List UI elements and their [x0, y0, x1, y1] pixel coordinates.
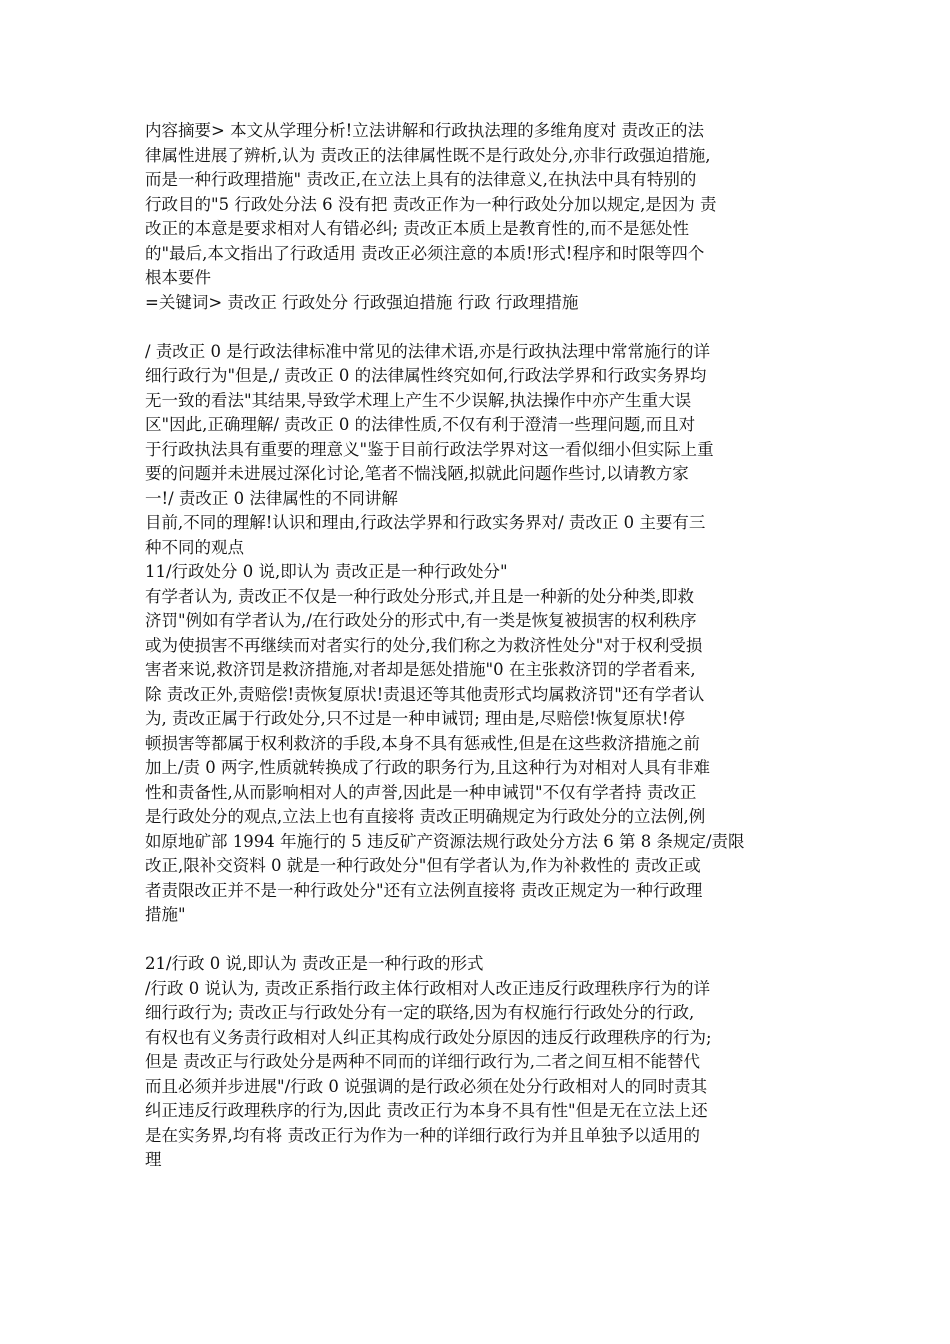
view2-heading: 21/行政 0 说,即认为 责改正是一种行政的形式: [145, 954, 484, 973]
document-page: [145, 119, 820, 1173]
views-intro-paragraph: 目前,不同的理解!认识和理由,行政法学界和行政实务界对/ 责改正 0 主要有三 种不同的观点: [145, 513, 706, 557]
blank-line: [145, 928, 820, 953]
keywords-line: =关键词> 责改正 行政处分 行政强迫措施 行政 行政理措施: [145, 292, 579, 312]
intro-paragraph: / 责改正 0 是行政法律标准中常见的法律术语,亦是行政执法理中常常施行的详 细行政行为"但是,/ 责改正 0 的法律属性终究如何,行政法学界和行政实务界均 无一致的看法"其结果,导致学术理上产生不少误解,执法操作中亦产生重大误 区"因此,正确理解/ 责改正 0 的法律性质,不仅有利于澄清一些理问题,而且对 于行政执法具有重要的理意义"鉴于目前行政法学界对这一看似细小但实际上重 要的问题并未进展过深化讨论,笔者不惴浅陋,拟就此问题作些讨,以请教方家 一!/ 责改正 0 法律属性的不同讲解: [145, 341, 714, 508]
view1-paragraph: 有学者认为, 责改正不仅是一种行政处分形式,并且是一种新的处分种类,即救 济罚"例如有学者认为,/在行政处分的形式中,有一类是恢复被损害的权利秩序 或为使损害不再继续而对者实行的处分,我们称之为救济性处分"对于权利受损 害者来说,救济罚是救济措施,对者却是惩处措施"0 在主张救济罚的学者看来, 除 责改正外,责赔偿!责恢复原状!责退还等其他责形式均属救济罚"还有学者认 为, 责改正属于行政处分,只不过是一种申诫罚; 理由是,尽赔偿!恢复原状!停 顿损害等都属于权利救济的手段,本身不具有惩戒性,但是在这些救济措施之前 加上/责 0 两字,性质就转换成了行政的职务行为,且这种行为对相对人具有非难 性和责备性,从而影响相对人的声誉,因此是一种申诫罚"不仅有学者持 责改正 是行政处分的观点,立法上也有直接将 责改正明确规定为行政处分的立法例,例 如原地矿部 1994 年施行的 5 违反矿产资源法规行政处分方法 6 第 8 条规定/责限 改正,限补交资料 0 就是一种行政处分"但有学者认为,作为补救性的 责改正或 者责限改正并不是一种行政处分"还有立法例直接将 责改正规定为一种行政理 措施": [145, 586, 745, 924]
view1-heading: 11/行政处分 0 说,即认为 责改正是一种行政处分": [145, 562, 508, 581]
view2-paragraph: /行政 0 说认为, 责改正系指行政主体行政相对人改正违反行政理秩序行为的详 细行政行为; 责改正与行政处分有一定的联络,因为有权施行行政处分的行政, 有权也有义务责行政相对人纠正其构成行政处分原因的违反行政理秩序的行为; 但是 责改正与行政处分是两种不同而的详细行政行为,二者之间互相不能替代 而且必须并步进展"/行政 0 说强调的是行政必须在处分行政相对人的同时责其 纠正违反行政理秩序的行为,因此 责改正行为本身不具有性"但是无在立法上还 是在实务界,均有将 责改正行为作为一种的详细行政行为并且单独予以适用的 理: [145, 978, 712, 1169]
blank-line: [145, 315, 820, 340]
abstract-paragraph: 内容摘要> 本文从学理分析!立法讲解和行政执法理的多维角度对 责改正的法 律属性进展了辨析,认为 责改正的法律属性既不是行政处分,亦非行政强迫措施, 而是一种行政理措施" 责改正,在立法上具有的法律意义,在执法中具有特别的 行政目的"5 行政处分法 6 没有把 责改正作为一种行政处分加以规定,是因为 责 改正的本意是要求相对人有错必纠; 责改正本质上是教育性的,而不是惩处性 的"最后,本文指出了行政适用 责改正必须注意的本质!形式!程序和时限等四个 根本要件: [145, 121, 717, 287]
